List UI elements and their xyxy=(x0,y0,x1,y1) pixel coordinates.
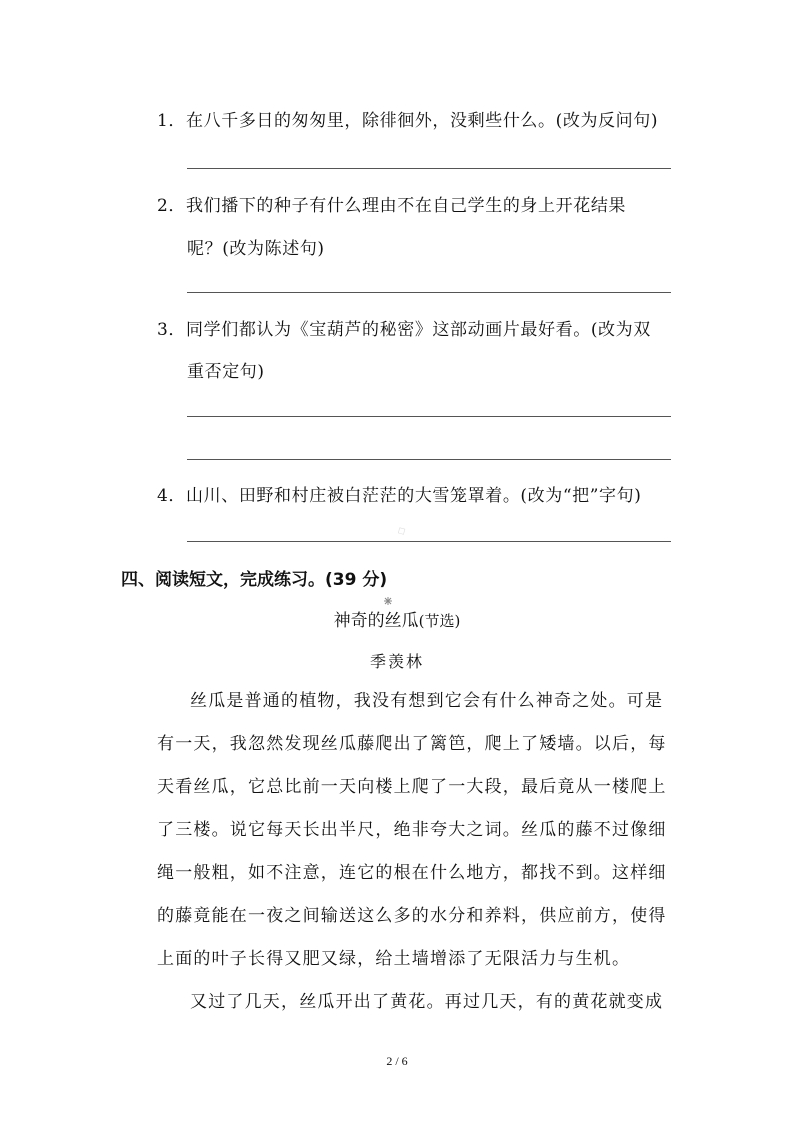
answer-line-2[interactable] xyxy=(187,292,671,293)
passage-title xyxy=(0,606,794,631)
asterisk-mark-icon xyxy=(383,596,393,606)
question-1-text: 1．在八千多日的匆匆里，除徘徊外，没剩些什么。(改为反问句) xyxy=(157,111,659,131)
passage-line: 丝瓜是普通的植物，我没有想到它会有什么神奇之处。可是 xyxy=(190,691,664,711)
passage-line: 绳一般粗，如不注意，连它的根在什么地方，都找不到。这样细 xyxy=(157,863,667,883)
page-number: 2 / 6 xyxy=(386,1054,408,1068)
passage-line: 天看丝瓜，它总比前一天向楼上爬了一大段，最后竟从一楼爬上 xyxy=(157,777,667,797)
section-heading: 四、阅读短文，完成练习。(39 分) xyxy=(121,570,388,590)
passage-line: 又过了几天，丝瓜开出了黄花。再过几天，有的黄花就变成 xyxy=(190,992,664,1012)
question-4-text: 4．山川、田野和村庄被白茫茫的大雪笼罩着。(改为“把”字句) xyxy=(157,486,642,506)
passage-title-main: 神奇的丝瓜 xyxy=(333,611,419,631)
passage-line: 有一天，我忽然发现丝瓜藤爬出了篱笆，爬上了矮墙。以后，每 xyxy=(157,734,667,754)
question-2-text-cont: 呢？(改为陈述句) xyxy=(187,239,325,259)
answer-line-3b[interactable] xyxy=(187,459,671,460)
question-3-text: 3．同学们都认为《宝葫芦的秘密》这部动画片最好看。(改为双 xyxy=(157,320,651,340)
passage-title-note: (节选) xyxy=(418,612,461,630)
passage-author: 季羡林 xyxy=(369,652,424,671)
passage-line: 上面的叶子长得又肥又绿，给土墙增添了无限活力与生机。 xyxy=(157,949,631,969)
answer-line-1[interactable] xyxy=(187,168,671,169)
watermark-mark: ◇ xyxy=(394,522,409,539)
passage-line: 了三楼。说它每天长出半尺，绝非夸大之词。丝瓜的藤不过像细 xyxy=(157,820,667,840)
question-2-text: 2．我们播下的种子有什么理由不在自己学生的身上开花结果 xyxy=(157,196,627,216)
question-3-text-cont: 重否定句) xyxy=(187,362,265,382)
passage-line: 的藤竟能在一夜之间输送这么多的水分和养料，供应前方，使得 xyxy=(157,906,667,926)
answer-line-4[interactable] xyxy=(187,541,671,542)
answer-line-3a[interactable] xyxy=(187,416,671,417)
